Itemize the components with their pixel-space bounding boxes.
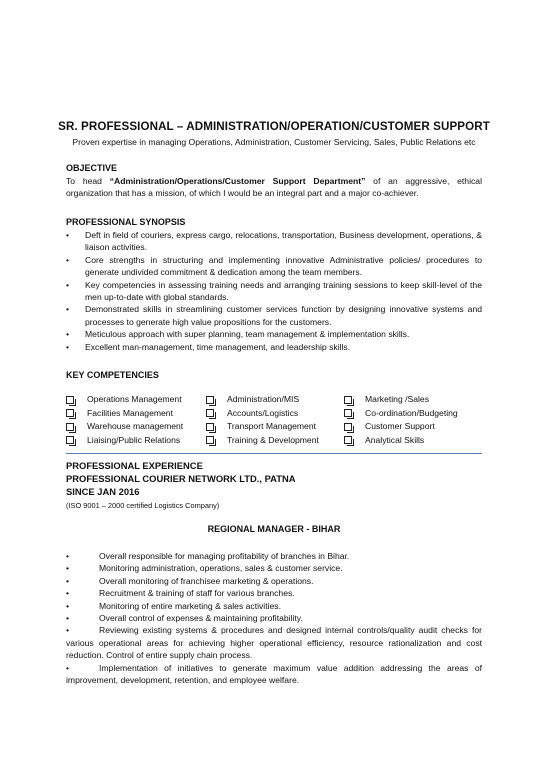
competency-label: Liaising/Public Relations [87, 434, 181, 445]
competencies-grid [66, 393, 482, 447]
competency-item [344, 434, 482, 448]
checkbox-icon [66, 423, 74, 431]
list-item [66, 624, 482, 661]
checkbox-icon [206, 396, 214, 404]
list-item [66, 600, 482, 612]
bullet-icon: • [66, 230, 70, 240]
competency-label: Training & Development [227, 434, 319, 445]
synopsis-item-text: Demonstrated skills in streamlining customer services function by designing innovative systems and processes to generate high value propositions for the customers. [85, 304, 482, 327]
synopsis-heading: PROFESSIONAL SYNOPSIS [66, 217, 186, 227]
duty-text: Monitoring of entire marketing & sales activities. [99, 600, 281, 611]
competency-item [206, 434, 344, 448]
checkbox-icon [66, 409, 74, 417]
list-item [66, 341, 482, 353]
competency-label: Co-ordination/Budgeting [365, 407, 458, 418]
competency-item [206, 407, 344, 421]
competency-item [344, 420, 482, 434]
duty-text: Recruitment & training of staff for various branches. [99, 588, 295, 599]
competency-item [66, 420, 206, 434]
competency-label: Facilities Management [87, 407, 173, 418]
competency-item [206, 420, 344, 434]
bullet-icon: • [66, 575, 70, 586]
list-item [66, 550, 482, 562]
list-item [66, 662, 482, 687]
competency-item [206, 393, 344, 407]
checkbox-icon [344, 396, 352, 404]
resume-title: SR. PROFESSIONAL – ADMINISTRATION/OPERATION/CUSTOMER SUPPORT [58, 120, 490, 133]
list-item [66, 562, 482, 574]
bullet-icon: • [66, 304, 70, 315]
duty-text: Monitoring administration, operations, sales & customer service. [99, 563, 343, 574]
bullet-icon: • [66, 329, 70, 340]
synopsis-item-text: Meticulous approach with super planning, team management & implementation skills. [85, 329, 410, 340]
duty-text: Overall responsible for managing profitability of branches in Bihar. [99, 551, 350, 561]
checkbox-icon [206, 409, 214, 417]
checkbox-icon [206, 423, 214, 431]
bullet-icon: • [66, 254, 70, 265]
company-name: PROFESSIONAL COURIER NETWORK LTD., PATNA [66, 473, 296, 484]
synopsis-item-text: Deft in field of couriers, express cargo, relocations, transportation, Business development, operations, & liaison activities. [85, 230, 482, 253]
employment-since: SINCE JAN 2016 [66, 486, 140, 497]
role-title: REGIONAL MANAGER - BIHAR [207, 524, 341, 534]
checkbox-icon [66, 396, 74, 404]
company-certification: (ISO 9001 – 2000 certified Logistics Company) [66, 501, 220, 510]
duty-text: Overall control of expenses & maintaining profitability. [99, 613, 303, 624]
list-item [66, 303, 482, 328]
bullet-icon: • [66, 600, 70, 611]
synopsis-item-text: Core strengths in structuring and implementing innovative Administrative policies/ procedures to generate undivided commitment & dedication among the team members. [85, 254, 482, 278]
checkbox-icon [344, 409, 352, 417]
competency-label: Customer Support [365, 421, 435, 431]
bullet-icon: • [66, 341, 70, 352]
bullet-icon: • [66, 563, 70, 574]
competency-label: Administration/MIS [227, 394, 300, 404]
competencies-heading: KEY COMPETENCIES [66, 370, 159, 380]
objective-heading: OBJECTIVE [66, 163, 118, 173]
list-item [66, 254, 482, 279]
competency-label: Analytical Skills [365, 434, 425, 445]
competency-item [344, 393, 482, 407]
synopsis-item-text: Key competencies in assessing training needs and arranging training sessions to keep skill-level of the men up-to-date with global standards. [85, 279, 482, 303]
section-divider [66, 453, 482, 454]
list-item [66, 612, 482, 624]
synopsis-list [66, 229, 482, 353]
list-item [66, 279, 482, 304]
checkbox-icon [206, 436, 214, 444]
competency-item [344, 407, 482, 421]
objective-text [66, 175, 482, 200]
resume-subtitle: Proven expertise in managing Operations, Administration, Customer Servicing, Sales, Public Relations etc [72, 137, 476, 147]
competency-label: Marketing /Sales [365, 394, 430, 404]
competency-item [66, 434, 206, 448]
list-item [66, 587, 482, 599]
bullet-icon: • [66, 662, 70, 673]
experience-heading: PROFESSIONAL EXPERIENCE [66, 460, 203, 471]
competency-item [66, 407, 206, 421]
competency-label: Accounts/Logistics [227, 407, 299, 418]
objective-text-bold: “Administration/Operations/Customer Support Department” [109, 176, 366, 186]
duties-list [66, 550, 482, 686]
competency-label: Transport Management [227, 421, 317, 431]
bullet-icon: • [66, 279, 70, 290]
objective-text-suffix: of an aggressive, ethical organization that has a mission, of which I would be an integral part and a major co-achiever. [66, 176, 482, 199]
bullet-icon: • [66, 613, 70, 624]
synopsis-item-text: Excellent man-management, time management, and leadership skills. [85, 341, 351, 352]
list-item [66, 575, 482, 587]
list-item [66, 328, 482, 340]
competency-item [66, 393, 206, 407]
duty-text: Reviewing existing systems & procedures and designed internal controls/quality audit checks for various operational areas for achieving higher operational efficiency, resource rationalization and cost reduction. Control of entire supply chain process. [66, 625, 482, 661]
checkbox-icon [344, 436, 352, 444]
competency-label: Operations Management [87, 394, 182, 404]
objective-text-prefix: To head [66, 176, 110, 186]
duty-text: Overall monitoring of franchisee marketing & operations. [99, 575, 314, 586]
bullet-icon: • [66, 551, 70, 561]
duty-text: Implementation of initiatives to generate maximum value addition addressing the areas of improvement, development, retention, and employee welfare. [66, 662, 482, 686]
list-item [66, 229, 482, 254]
competency-label: Warehouse management [87, 421, 184, 431]
checkbox-icon [66, 436, 74, 444]
bullet-icon: • [66, 625, 70, 636]
bullet-icon: • [66, 588, 70, 599]
checkbox-icon [344, 423, 352, 431]
